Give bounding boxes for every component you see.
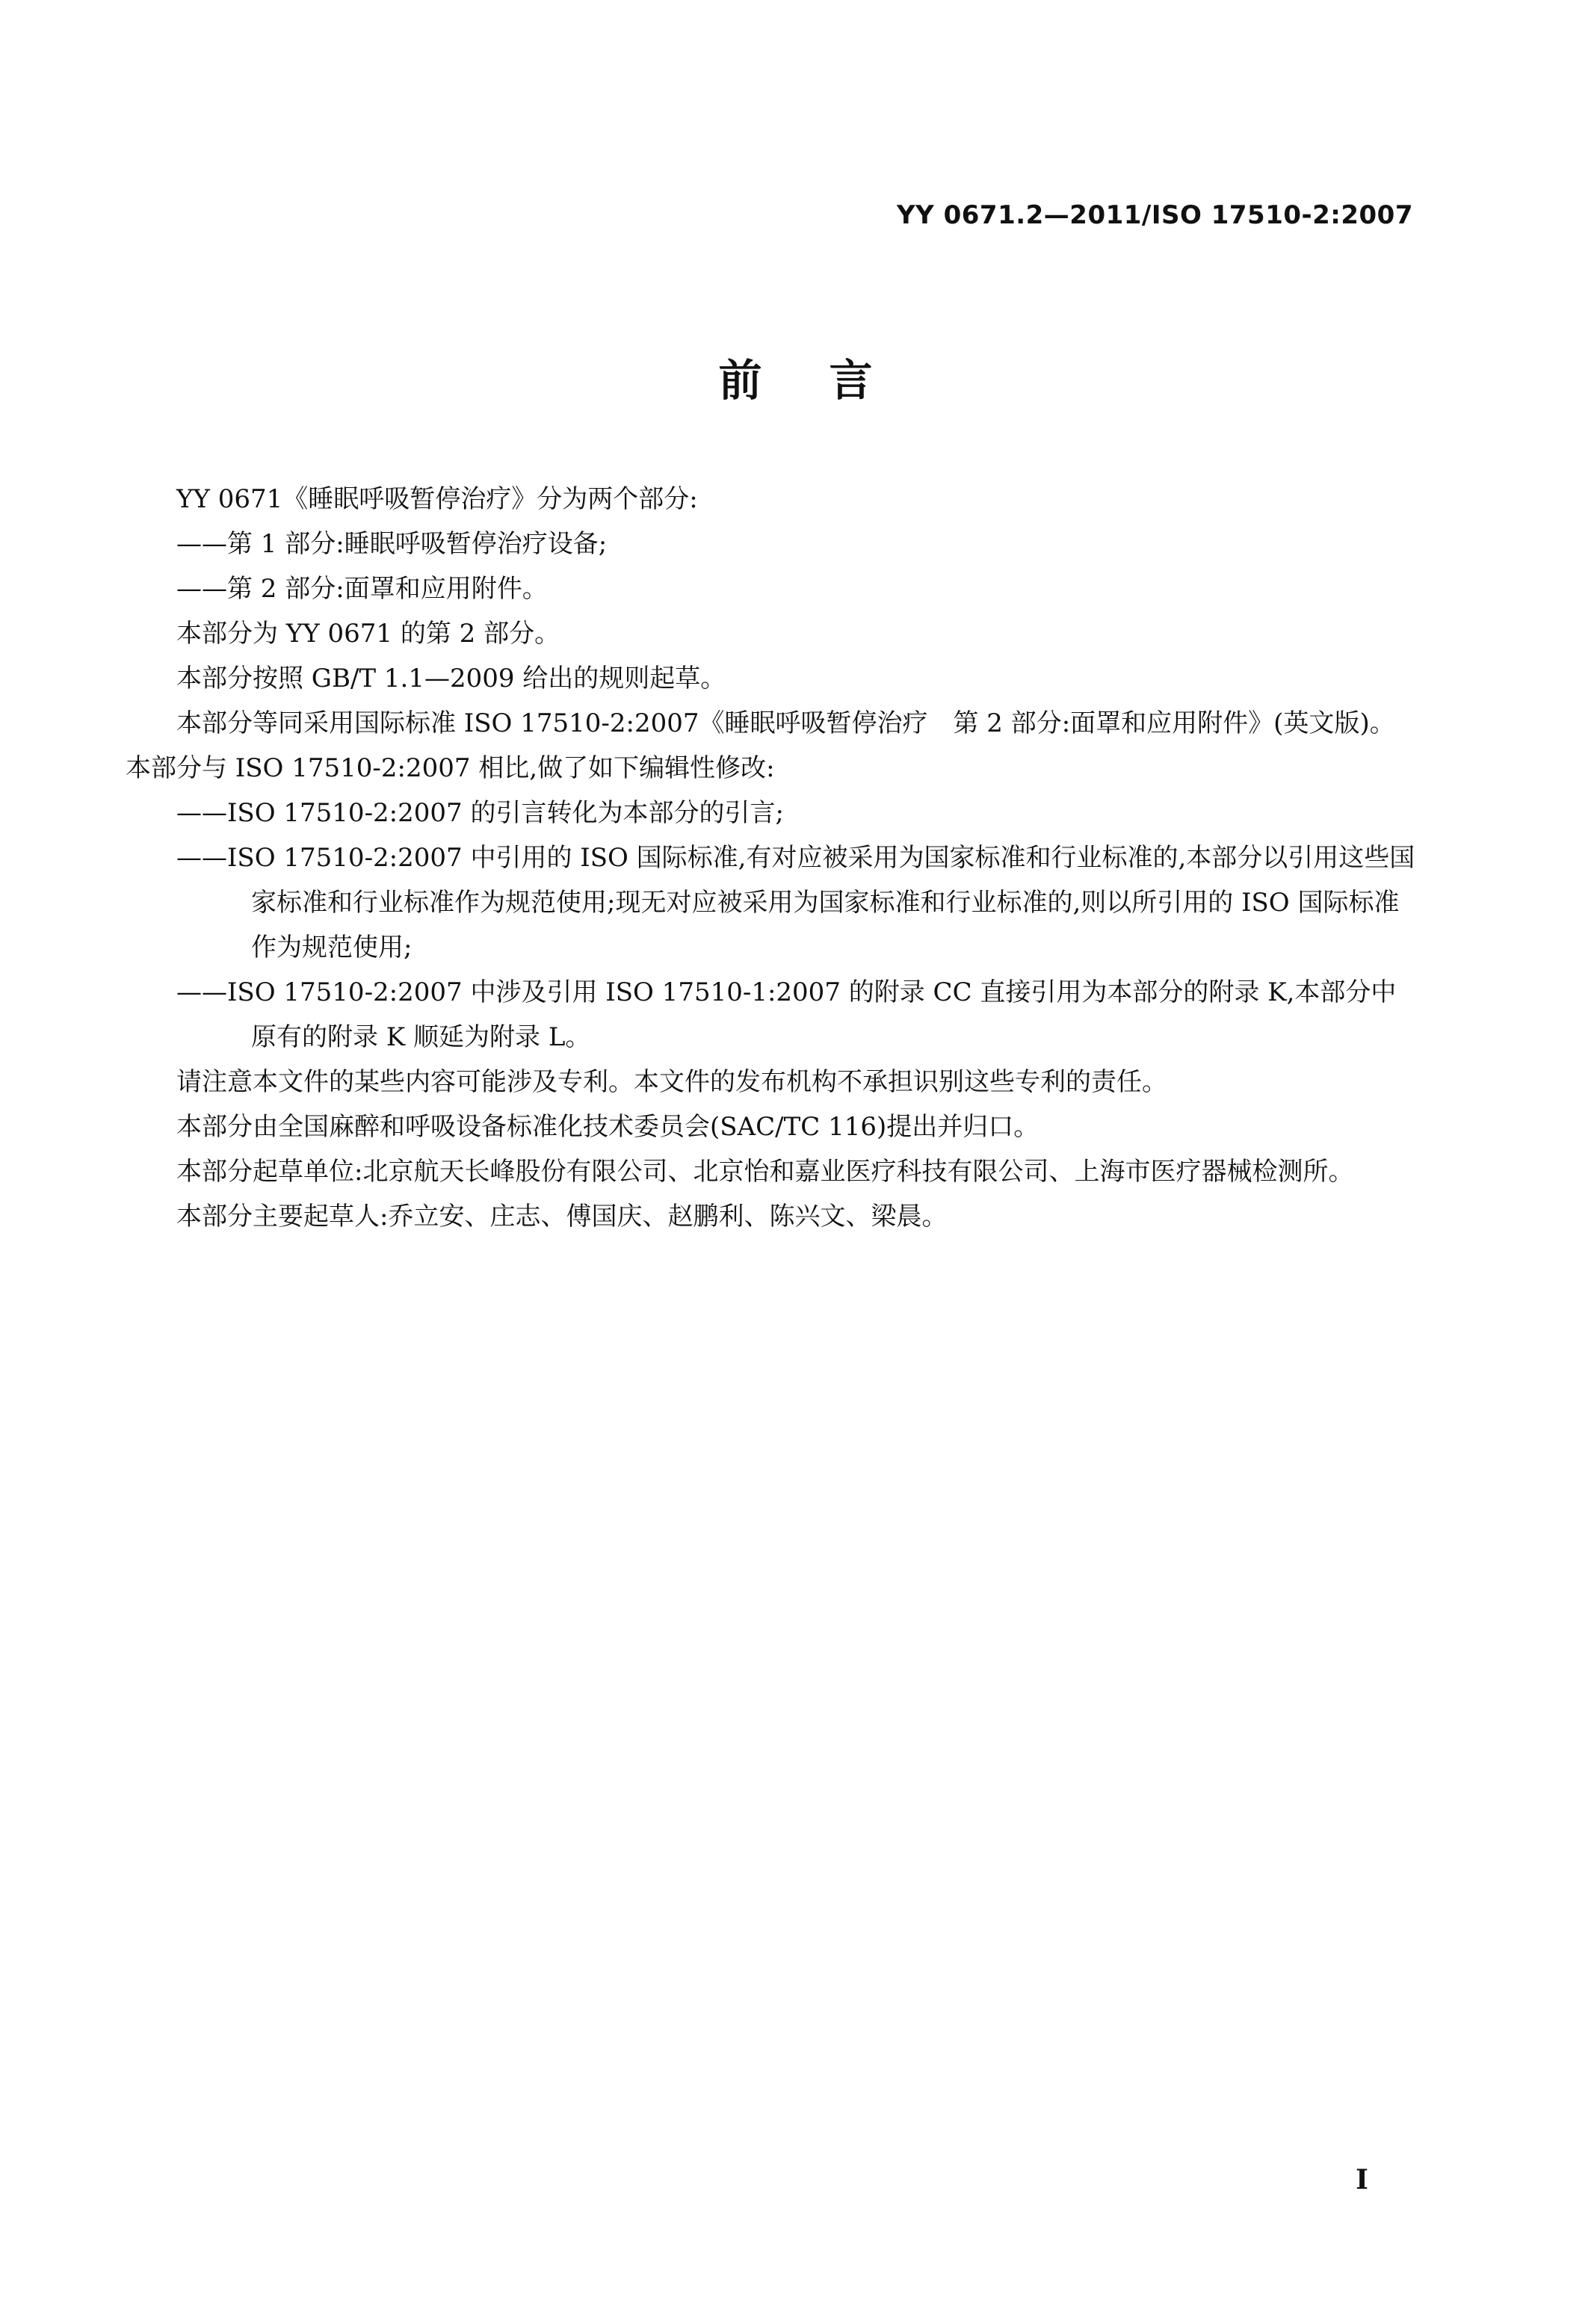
dash-list-item: ——ISO 17510-2:2007 的引言转化为本部分的引言; [176,798,784,828]
page-title: 前言 [718,355,940,406]
dash-list-item: ——ISO 17510-2:2007 中涉及引用 ISO 17510-1:2007 的附录 CC 直接引用为本部分的附录 K,本部分中原有的附录 K 顺延为附录 L。 [176,977,1397,1052]
dash-list-item: ——第 2 部分:面罩和应用附件。 [176,574,548,604]
paragraph: 本部分起草单位:北京航天长峰股份有限公司、北京怡和嘉业医疗科技有限公司、上海市医疗器械检测所。 [176,1157,1354,1187]
paragraph: 本部分等同采用国际标准 ISO 17510-2:2007《睡眠呼吸暂停治疗 第 2 部分:面罩和应用附件》(英文版)。本部分与 ISO 17510-2:2007 相比,做了如下编辑性修改: [126,708,1395,783]
page-number: I [1356,2164,1368,2195]
dash-list-item: ——ISO 17510-2:2007 中引用的 ISO 国际标准,有对应被采用为国家标准和行业标准的,本部分以引用这些国家标准和行业标准作为规范使用;现无对应被采用为国家标准和行业标准的,则以所引用的 ISO 国际标准作为规范使用; [176,843,1415,962]
paragraph: 本部分由全国麻醉和呼吸设备标准化技术委员会(SAC/TC 116)提出并归口。 [176,1112,1039,1142]
paragraph: 请注意本文件的某些内容可能涉及专利。本文件的发布机构不承担识别这些专利的责任。 [176,1067,1167,1097]
document-code-header: YY 0671.2—2011/ISO 17510-2:2007 [897,200,1413,230]
paragraph: 本部分按照 GB/T 1.1—2009 给出的规则起草。 [176,664,726,693]
paragraph: 本部分主要起草人:乔立安、庄志、傅国庆、赵鹏利、陈兴文、梁晨。 [176,1202,948,1231]
paragraph: YY 0671《睡眠呼吸暂停治疗》分为两个部分: [176,484,698,514]
dash-list-item: ——第 1 部分:睡眠呼吸暂停治疗设备; [176,529,608,559]
paragraph: 本部分为 YY 0671 的第 2 部分。 [176,619,560,649]
preface-body [126,477,1418,1239]
